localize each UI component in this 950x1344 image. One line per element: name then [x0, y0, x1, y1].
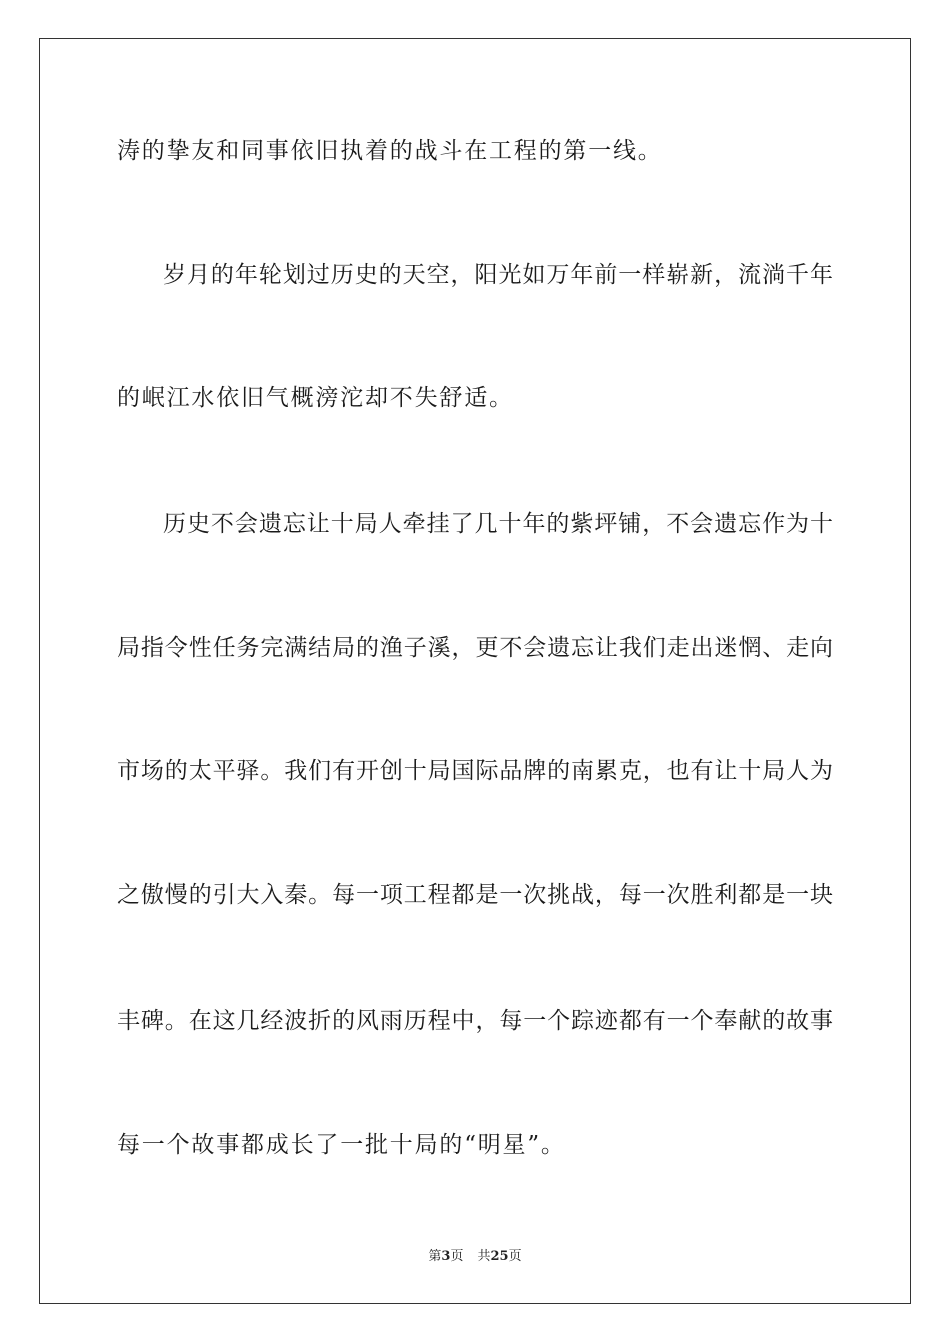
page-footer [0, 1248, 950, 1266]
total-pages: 25 [490, 1249, 509, 1264]
page-suffix: 页 [450, 1249, 464, 1264]
text-line-1: 涛的挚友和同事依旧执着的战斗在工程的第一线。 [117, 138, 663, 164]
total-suffix: 页 [508, 1249, 522, 1264]
total-prefix: 共 [477, 1249, 491, 1264]
page-number: 3 [441, 1249, 451, 1264]
text-line-5: 局指令性任务完满结局的渔子溪，更不会遗忘让我们走出迷惘、走向 [117, 635, 833, 661]
text-line-8: 丰碑。在这几经波折的风雨历程中，每一个踪迹都有一个奉献的故事 [117, 1008, 833, 1034]
text-line-7: 之傲慢的引大入秦。每一项工程都是一次挑战，每一次胜利都是一块 [117, 882, 833, 908]
text-line-4: 历史不会遗忘让十局人牵挂了几十年的紫坪铺，不会遗忘作为十 [163, 511, 833, 537]
page-prefix: 第 [428, 1249, 442, 1264]
text-line-6: 市场的太平驿。我们有开创十局国际品牌的南累克，也有让十局人为 [117, 758, 833, 784]
text-line-2: 岁月的年轮划过历史的天空，阳光如万年前一样崭新，流淌千年 [163, 262, 833, 288]
page-border [39, 38, 911, 1304]
text-line-9: 每一个故事都成长了一批十局的“明星”。 [117, 1132, 566, 1158]
text-line-3: 的岷江水依旧气概滂沱却不失舒适。 [117, 385, 514, 411]
